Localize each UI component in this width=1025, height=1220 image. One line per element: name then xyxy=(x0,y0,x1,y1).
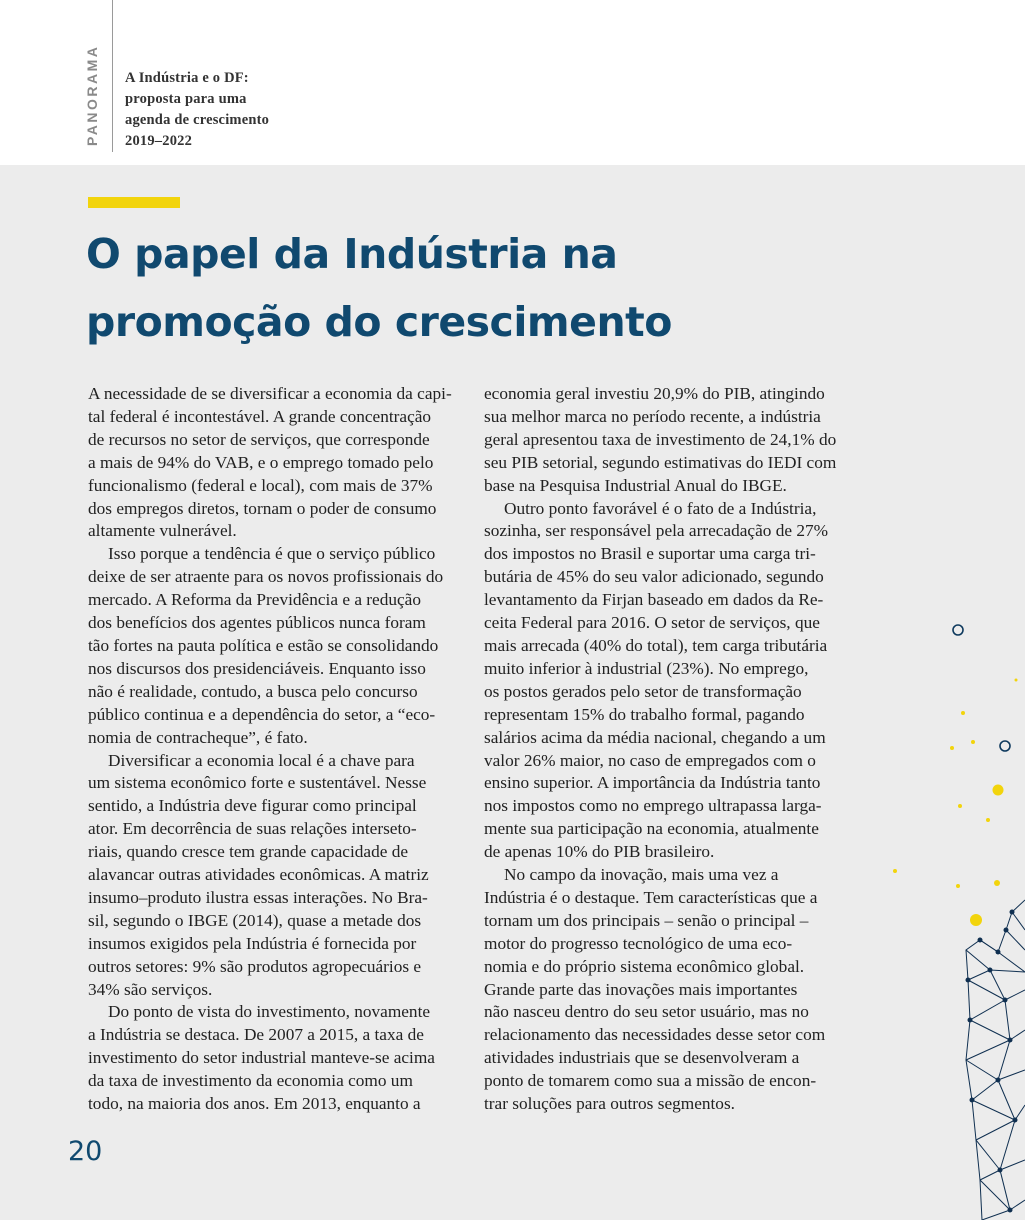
paragraph-line: seu PIB setorial, segundo estimativas do IEDI com xyxy=(484,452,837,472)
paragraph-line: sil, segundo o IBGE (2014), quase a metade dos xyxy=(88,910,422,930)
paragraph-line: Isso porque a tendência é que o serviço público xyxy=(108,544,436,564)
paragraph-line: todo, na maioria dos anos. Em 2013, enquanto a xyxy=(88,1094,421,1114)
paragraph-line: salários acima da média nacional, chegando a um xyxy=(484,727,826,747)
paragraph-line: 34% são serviços. xyxy=(88,979,213,999)
paragraph-line: relacionamento das necessidades desse setor com xyxy=(484,1025,826,1045)
paragraph-line: ensino superior. A importância da Indústria tanto xyxy=(484,773,821,793)
publication-title-line: 2019–2022 xyxy=(125,133,193,149)
paragraph-line: mais arrecada (40% do total), tem carga tributária xyxy=(484,635,828,655)
paragraph-line: butária de 45% do seu valor adicionado, segundo xyxy=(484,567,824,587)
paragraph-line: de apenas 10% do PIB brasileiro. xyxy=(484,842,715,862)
paragraph-line: não nasceu dentro do seu setor usuário, mas no xyxy=(484,1002,809,1022)
paragraph-line: geral apresentou taxa de investimento de 24,1% do xyxy=(484,429,837,449)
paragraph-line: motor do progresso tecnológico de uma eco- xyxy=(484,933,793,953)
section-label: PANORAMA xyxy=(84,44,100,146)
article-title xyxy=(86,220,726,356)
paragraph-line: investimento do setor industrial manteve-se acima xyxy=(88,1048,435,1068)
paragraph-line: deixe de ser atraente para os novos profissionais do xyxy=(88,567,444,587)
network-hand-decoration xyxy=(880,600,1025,1220)
publication-title-line: proposta para uma xyxy=(125,91,247,107)
paragraph-line: tão fortes na pauta política e estão se consolidando xyxy=(88,635,439,655)
article-title-line: promoção do crescimento xyxy=(86,298,672,346)
paragraph-line: atividades industriais que se desenvolveram a xyxy=(484,1048,800,1068)
paragraph-line: da taxa de investimento da economia como um xyxy=(88,1071,413,1091)
article-column-right xyxy=(484,383,856,1116)
paragraph-line: representam 15% do trabalho formal, pagando xyxy=(484,704,805,724)
paragraph-line: muito inferior à industrial (23%). No emprego, xyxy=(484,658,809,678)
paragraph-line: a Indústria se destaca. De 2007 a 2015, a taxa de xyxy=(88,1025,424,1045)
paragraph-line: Indústria é o destaque. Tem características que a xyxy=(484,887,818,907)
paragraph-line: levantamento da Firjan baseado em dados da Re- xyxy=(484,590,824,610)
paragraph-line: tornam um dos principais – senão o principal – xyxy=(484,910,809,930)
header-divider xyxy=(112,0,113,152)
paragraph-line: No campo da inovação, mais uma vez a xyxy=(504,865,779,885)
paragraph-line: economia geral investiu 20,9% do PIB, atingindo xyxy=(484,384,825,403)
paragraph-line: Do ponto de vista do investimento, novamente xyxy=(108,1002,431,1022)
paragraph-line: nos discursos dos presidenciáveis. Enquanto isso xyxy=(88,658,426,678)
paragraph-line: insumos exigidos pela Indústria é fornecida por xyxy=(88,933,417,953)
article-title-line: O papel da Indústria na xyxy=(86,230,618,278)
paragraph-line: trar soluções para outros segmentos. xyxy=(484,1094,735,1114)
accent-bar xyxy=(88,197,180,208)
publication-title xyxy=(125,68,325,152)
paragraph-line: nomia e do próprio sistema econômico global. xyxy=(484,956,805,976)
paragraph-line: mente sua participação na economia, atualmente xyxy=(484,819,819,839)
paragraph-line: ator. Em decorrência de suas relações interseto- xyxy=(88,819,417,839)
paragraph-line: riais, quando cresce tem grande capacidade de xyxy=(88,842,409,862)
paragraph-line: ponto de tomarem como sua a missão de encon- xyxy=(484,1071,817,1091)
paragraph-line: alavancar outras atividades econômicas. A matriz xyxy=(88,865,429,885)
paragraph-line: Diversificar a economia local é a chave para xyxy=(108,750,415,770)
article-column-left xyxy=(88,383,460,1116)
paragraph-line: altamente vulnerável. xyxy=(88,521,237,541)
paragraph-line: dos empregos diretos, tornam o poder de consumo xyxy=(88,498,437,518)
paragraph-line: sua melhor marca no período recente, a indústria xyxy=(484,406,821,426)
paragraph-line: insumo–produto ilustra essas interações. No Bra- xyxy=(88,887,428,907)
paragraph-line: a mais de 94% do VAB, e o emprego tomado pelo xyxy=(88,452,434,472)
publication-title-line: agenda de crescimento xyxy=(125,112,270,128)
paragraph-line: outros setores: 9% são produtos agropecuários e xyxy=(88,956,422,976)
paragraph-line: base na Pesquisa Industrial Anual do IBGE. xyxy=(484,475,787,495)
paragraph-line: público continua e a dependência do setor, a “eco- xyxy=(88,704,436,724)
paragraph-line: Grande parte das inovações mais importantes xyxy=(484,979,798,999)
paragraph-line: um sistema econômico forte e sustentável. Nesse xyxy=(88,773,427,793)
paragraph-line: de recursos no setor de serviços, que corresponde xyxy=(88,429,430,449)
paragraph-line: valor 26% maior, no caso de empregados com o xyxy=(484,750,816,770)
publication-title-line: A Indústria e o DF: xyxy=(125,70,249,86)
paragraph-line: sentido, a Indústria deve figurar como principal xyxy=(88,796,417,816)
paragraph-line: não é realidade, contudo, a busca pelo concurso xyxy=(88,681,418,701)
paragraph-line: funcionalismo (federal e local), com mais de 37% xyxy=(88,475,433,495)
paragraph-line: sozinha, ser responsável pela arrecadação de 27% xyxy=(484,521,829,541)
paragraph-line: dos benefícios dos agentes públicos nunca foram xyxy=(88,613,426,633)
page-number: 20 xyxy=(68,1136,103,1167)
paragraph-line: A necessidade de se diversificar a economia da capi- xyxy=(88,384,452,403)
paragraph-line: mercado. A Reforma da Previdência e a redução xyxy=(88,590,421,610)
paragraph-line: os postos gerados pelo setor de transformação xyxy=(484,681,802,701)
paragraph-line: dos impostos no Brasil e suportar uma carga tri- xyxy=(484,544,816,564)
paragraph-line: nomia de contracheque”, é fato. xyxy=(88,727,308,747)
paragraph-line: Outro ponto favorável é o fato de a Indústria, xyxy=(504,498,817,518)
paragraph-line: ceita Federal para 2016. O setor de serviços, que xyxy=(484,613,820,633)
paragraph-line: tal federal é incontestável. A grande concentração xyxy=(88,406,432,426)
paragraph-line: nos impostos como no emprego ultrapassa larga- xyxy=(484,796,822,816)
